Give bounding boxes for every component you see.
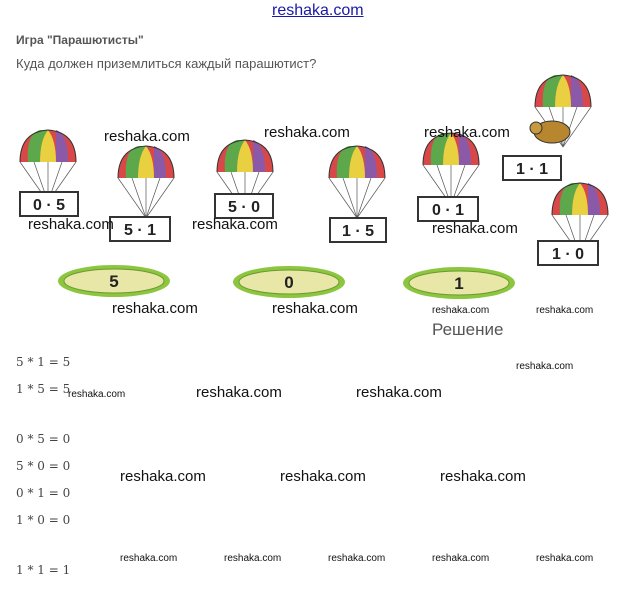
watermark: reshaka.com bbox=[328, 553, 386, 564]
watermark: reshaka.com bbox=[112, 300, 198, 317]
parachutist bbox=[418, 133, 479, 221]
task-question: Куда должен приземлиться каждый парашютист? bbox=[16, 56, 317, 71]
watermark: reshaka.com bbox=[120, 468, 206, 485]
watermark: reshaka.com bbox=[432, 305, 490, 316]
watermark: reshaka.com bbox=[440, 468, 526, 485]
watermark: reshaka.com bbox=[272, 300, 358, 317]
watermark: reshaka.com bbox=[432, 553, 490, 564]
parachutist-label: 0 · 5 bbox=[32, 197, 66, 214]
landing-pad bbox=[403, 267, 515, 299]
watermark: reshaka.com bbox=[432, 220, 518, 237]
parachutist bbox=[110, 146, 174, 241]
parachutist bbox=[538, 183, 608, 265]
parachutist bbox=[20, 130, 78, 216]
parachutist-label: 5 · 0 bbox=[227, 199, 261, 216]
watermark: reshaka.com bbox=[104, 128, 190, 145]
watermark: reshaka.com bbox=[356, 384, 442, 401]
solution-line: 1 * 0 = 0 bbox=[16, 513, 71, 527]
parachutist-label: 1 · 1 bbox=[515, 161, 549, 178]
parachute-illustration bbox=[0, 70, 641, 310]
watermark: reshaka.com bbox=[536, 553, 594, 564]
parachutist-label: 0 · 1 bbox=[431, 202, 465, 219]
watermark: reshaka.com bbox=[264, 124, 350, 141]
solution-line: 1 * 5 = 5 bbox=[16, 382, 71, 396]
parachutist bbox=[329, 146, 386, 242]
watermark: reshaka.com bbox=[224, 553, 282, 564]
landing-pad bbox=[58, 265, 170, 297]
landing-pad-label: 5 bbox=[109, 272, 119, 291]
parachutist-label: 1 · 5 bbox=[341, 223, 375, 240]
solution-line: 0 * 5 = 0 bbox=[16, 432, 71, 446]
parachutist-label: 1 · 0 bbox=[551, 246, 585, 263]
site-link[interactable]: reshaka.com bbox=[272, 2, 364, 19]
solution-line: 0 * 1 = 0 bbox=[16, 486, 71, 500]
parachutist bbox=[215, 140, 273, 218]
landing-pad-label: 1 bbox=[454, 274, 464, 293]
solution-line: 5 * 1 = 5 bbox=[16, 355, 71, 369]
watermark: reshaka.com bbox=[196, 384, 282, 401]
solution-heading: Решение bbox=[432, 320, 504, 339]
watermark: reshaka.com bbox=[192, 216, 278, 233]
task-title: Игра "Парашютисты" bbox=[16, 33, 144, 47]
watermark: reshaka.com bbox=[536, 305, 594, 316]
watermark: reshaka.com bbox=[28, 216, 114, 233]
watermark: reshaka.com bbox=[516, 361, 574, 372]
watermark: reshaka.com bbox=[280, 468, 366, 485]
parachutist bbox=[503, 75, 591, 180]
solution-line: 1 * 1 = 1 bbox=[16, 563, 71, 577]
watermark: reshaka.com bbox=[68, 389, 126, 400]
parachutist-label: 5 · 1 bbox=[123, 222, 157, 239]
landing-pad bbox=[233, 266, 345, 298]
watermark: reshaka.com bbox=[120, 553, 178, 564]
landing-pad-label: 0 bbox=[284, 273, 294, 292]
watermark: reshaka.com bbox=[424, 124, 510, 141]
solution-line: 5 * 0 = 0 bbox=[16, 459, 71, 473]
